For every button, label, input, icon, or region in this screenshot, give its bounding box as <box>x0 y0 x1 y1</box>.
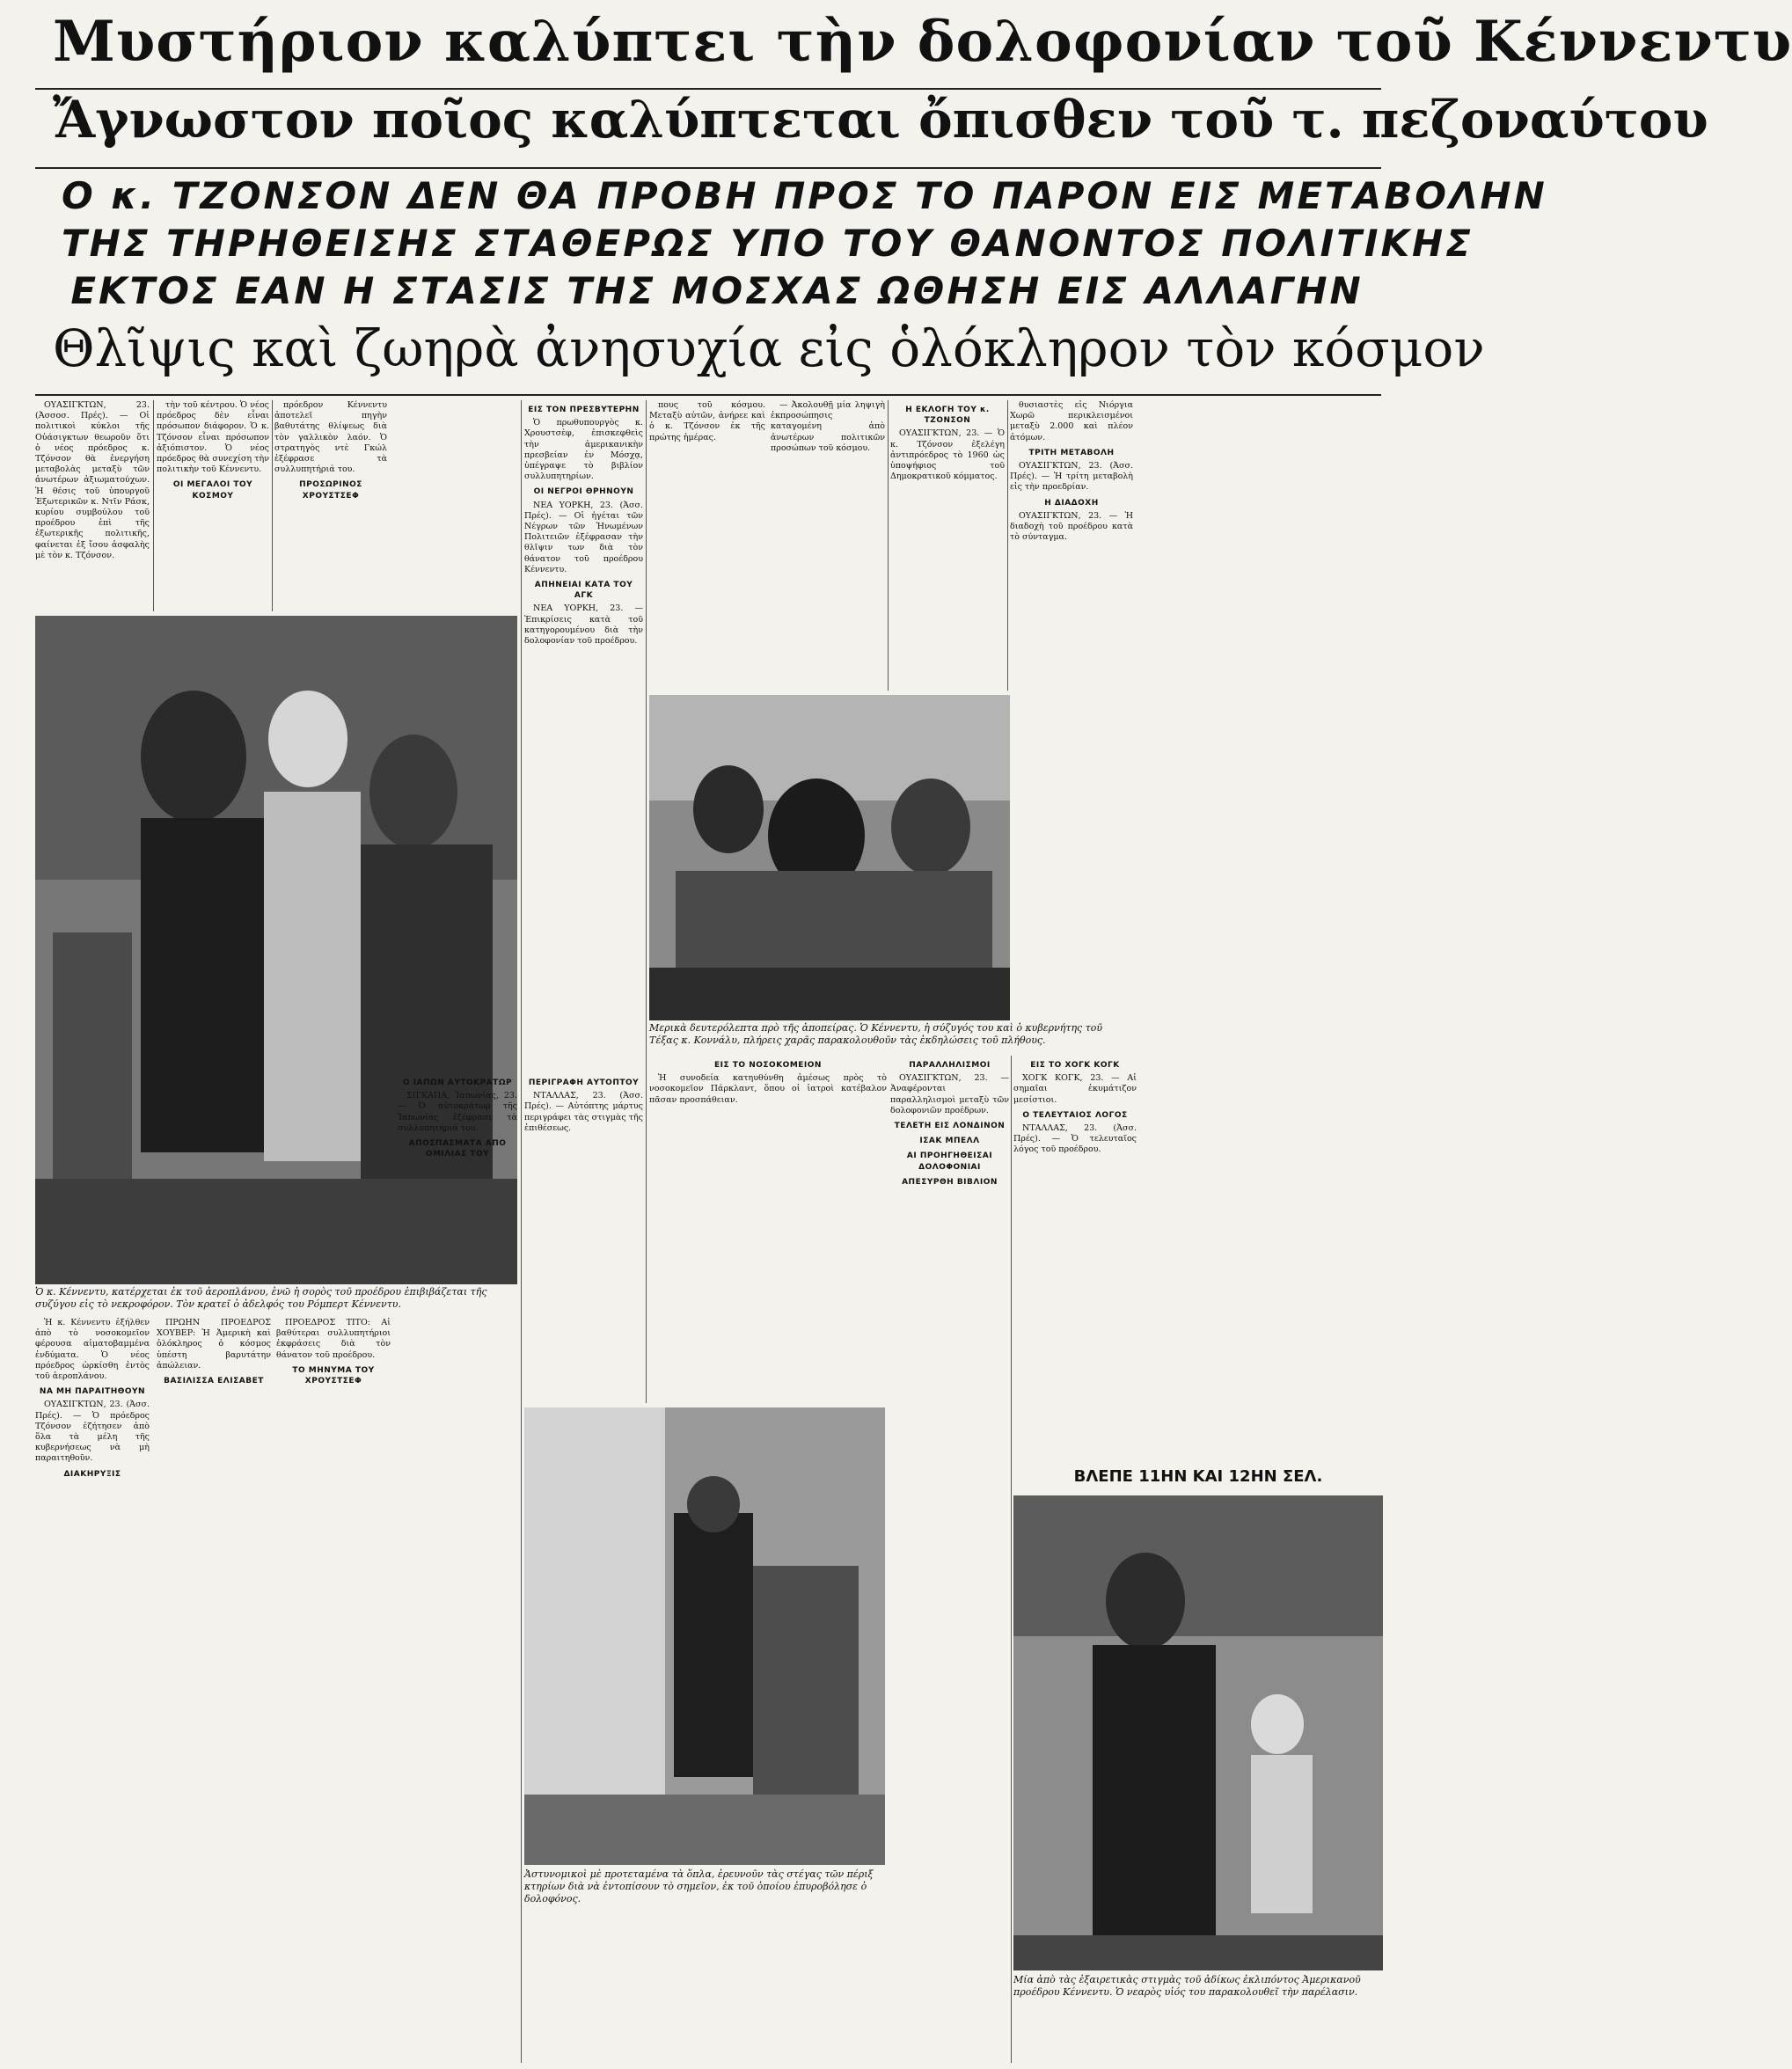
photo-caption: Ἀστυνομικοὶ μὲ προτεταμένα τὰ ὅπλα, ἐρευνοῦν τὰς στέγας τῶν πέριξ κτηρίων διὰ νὰ ἐντοπίσουν τὸ σημεῖον, ἐκ τοῦ ὁποίου ἐπυροβόλησε ὁ δολοφόνος. <box>524 1868 874 1905</box>
article-column-5: πους τοῦ κόσμου. Μεταξὺ αὐτῶν, ἀνήρεε καὶ ὁ κ. Τζόνσον ἐκ τῆς πρώτης ἡμέρας. <box>649 400 765 442</box>
section-heading: ΕΙΣ ΤΟ ΝΟΣΟΚΟΜΕΙΟΝ <box>714 1061 822 1070</box>
section-heading: ΕΙΣ ΤΟΝ ΠΡΕΣΒΥΤΕΡΗΝ <box>528 406 640 414</box>
article-column-lower-2: ΠΡΩΗΝ ΠΡΟΕΔΡΟΣ ΧΟΥΒΕΡ: Ἡ Ἀμερικὴ καὶ ὁλόκληρος ὁ κόσμος ὑπέστη βαρυτάτην ἀπώλειαν. ΒΑΣΙΛΙΣΣΑ ΕΛΙΣΑΒΕΤ <box>157 1318 271 1386</box>
section-heading: ΠΑΡΑΛΛΗΛΙΣΜΟΙ <box>909 1061 991 1070</box>
column-divider <box>153 400 154 611</box>
third-headline: Θλῖψις καὶ ζωηρὰ ἀνησυχία εἰς ὁλόκληρον τὸν κόσμον <box>53 318 1485 378</box>
column-divider <box>521 400 522 2063</box>
section-heading: ΤΡΙΤΗ ΜΕΤΑΒΟΛΗ <box>1028 448 1115 457</box>
article-column-2: τὴν τοῦ κέντρου. Ὁ νέος πρόεδρος δὲν εἶναι πρόσωπον διάφορον. Ὁ κ. Τζόνσον εἶναι πρόσωπον ἀξιόπιστον. Ὁ νέος πρόεδρος θὰ συνεχίση τὴν πολιτικὴν τοῦ Κέννεντυ. ΟΙ ΜΕΓΑΛΟΙ ΤΟΥ ΚΟΣΜΟΥ <box>157 400 269 501</box>
article-column-7: Η ΕΚΛΟΓΗ ΤΟΥ κ. ΤΖΟΝΣΟΝ ΟΥΑΣΙΓΚΤΩΝ, 23. — Ὁ κ. Τζόνσον ἐξελέγη ἀντιπρόεδρος τὸ 1960 ὡς ὑποψήφιος τοῦ Δημοκρατικοῦ κόμματος. <box>890 406 1005 482</box>
section-heading: ΑΙ ΠΡΟΗΓΗΘΕΙΣΑΙ ΔΟΛΟΦΟΝΙΑΙ <box>906 1151 993 1172</box>
article-column-3: πρόεδρον Κέννεντυ ἀποτελεῖ πηγὴν βαθυτάτης θλίψεως διὰ τὸν γαλλικὸν λαόν. Ὁ στρατηγὸς ντὲ Γκώλ ἐξέφρασε τὰ συλλυπητήριά του. ΠΡΟΣΩΡΙΝΟΣ ΧΡΟΥΣΤΣΕΦ <box>274 400 387 501</box>
column-divider <box>888 400 889 691</box>
article-column-4: ΕΙΣ ΤΟΝ ΠΡΕΣΒΥΤΕΡΗΝ Ὁ πρωθυπουργὸς κ. Χρουστσὲφ, ἐπισκεφθεὶς τὴν ἀμερικανικὴν πρεσβείαν ἐν Μόσχᾳ, ὑπέγραψε τὸ βιβλίον συλλυπητηρίων. ΟΙ ΝΕΓΡΟΙ ΘΡΗΝΟΥΝ ΝΕΑ ΥΟΡΚΗ, 23. (Ἀσσ. Πρές). — Οἱ ἡγέται τῶν Νέγρων τῶν Ἡνωμένων Πολιτειῶν ἐξέφρασαν τὴν θλῖψιν των διὰ τὸν θάνατον τοῦ προέδρου Κέννεντυ. ΑΠΗΝΕΙΑΙ ΚΑΤΑ ΤΟΥ ΑΓΚ ΝΕΑ ΥΟΡΚΗ, 23. — Ἐπικρίσεις κατὰ τοῦ κατηγορουμένου διὰ τὴν δολοφονίαν τοῦ προέδρου. <box>524 406 643 647</box>
section-heading: ΔΙΑΚΗΡΥΞΙΣ <box>63 1469 121 1479</box>
section-heading: Η ΕΚΛΟΓΗ ΤΟΥ κ. ΤΖΟΝΣΟΝ <box>905 406 990 426</box>
photo-caption: Ὁ κ. Κέννεντυ, κατέρχεται ἐκ τοῦ ἀεροπλάνου, ἐνῶ ἡ σορὸς τοῦ προέδρου ἐπιβιβάζεται τῆς συζύγου εἰς τὸ νεκροφόρον. Τὸν κρατεῖ ὁ ἀδελφός του Ρόμπερτ Κέννεντυ. <box>35 1286 487 1310</box>
photo-police-search <box>524 1407 885 1865</box>
section-heading: ΟΙ ΜΕΓΑΛΟΙ ΤΟΥ ΚΟΣΜΟΥ <box>172 480 253 501</box>
article-column-8: θυσιαστὲς εἰς Νιόργια Χωρῶ περικλεισμένοι μεταξὺ 2.000 καὶ πλέον ἀτόμων. ΤΡΙΤΗ ΜΕΤΑΒΟΛΗ ΟΥΑΣΙΓΚΤΩΝ, 23. (Ἀσσ. Πρές). — Ἡ τρίτη μεταβολὴ εἰς τὴν προεδρίαν. Η ΔΙΑΔΟΧΗ ΟΥΑΣΙΓΚΤΩΝ, 23. — Ἡ διαδοχὴ τοῦ προέδρου κατὰ τὸ σύνταγμα. <box>1010 400 1133 543</box>
section-heading: ΝΑ ΜΗ ΠΑΡΑΙΤΗΘΟΥΝ <box>39 1387 146 1397</box>
article-column-lower-5: ΠΕΡΙΓΡΑΦΗ ΑΥΤΟΠΤΟΥ ΝΤΑΛΛΑΣ, 23. (Ἀσσ. Πρές). — Αὐτόπτης μάρτυς περιγράφει τὰς στιγμὰς τῆς ἐπιθέσεως. <box>524 1078 643 1133</box>
section-heading: ΑΠΗΝΕΙΑΙ ΚΑΤΑ ΤΟΥ ΑΓΚ <box>534 581 633 601</box>
section-heading: ΟΙ ΝΕΓΡΟΙ ΘΡΗΝΟΥΝ <box>533 487 634 497</box>
photo-motorcade <box>649 695 1010 1020</box>
article-column-lower-3: ΠΡΟΕΔΡΟΣ ΤΙΤΟ: Αἱ βαθύτεραι συλλυπητήριοι ἐκφράσεις διὰ τὸν θάνατον τοῦ προέδρου. ΤΟ ΜΗΝΥΜΑ ΤΟΥ ΧΡΟΥΣΤΣΕΦ <box>276 1318 391 1386</box>
section-heading: ΤΟ ΜΗΝΥΜΑ ΤΟΥ ΧΡΟΥΣΤΣΕΦ <box>292 1365 375 1386</box>
main-headline: Μυστήριον καλύπτει τὴν δολοφονίαν τοῦ Κέννεντυ <box>53 9 1792 75</box>
article-column-lower-8: ΕΙΣ ΤΟ ΧΟΓΚ ΚΟΓΚ ΧΟΓΚ ΚΟΓΚ, 23. — Αἱ σημαῖαι ἐκυμάτιζον μεσίστιοι. Ο ΤΕΛΕΥΤΑΙΟΣ ΛΟΓΟΣ ΝΤΑΛΛΑΣ, 23. (Ἀσσ. Πρές). — Ὁ τελευταῖος λόγος τοῦ προέδρου. <box>1013 1061 1137 1155</box>
section-heading: ΒΑΣΙΛΙΣΣΑ ΕΛΙΣΑΒΕΤ <box>164 1377 264 1386</box>
second-headline: Ἄγνωστον ποῖος καλύπτεται ὄπισθεν τοῦ τ. πεζοναύτου <box>53 90 1708 150</box>
divider <box>35 394 1381 396</box>
photo-caption: Μερικὰ δευτερόλεπτα πρὸ τῆς ἀποπείρας. Ὁ Κέννεντυ, ἡ σύζυγός του καὶ ὁ κυβερνήτης τοῦ Τέξας κ. Κοννάλυ, πλήρεις χαρᾶς παρακολουθοῦν τὰς ἐκδηλώσεις τοῦ πλήθους. <box>649 1022 1103 1046</box>
subheadline-3: ΕΚΤΟΣ ΕΑΝ Η ΣΤΑΣΙΣ ΤΗΣ ΜΟΣΧΑΣ ΩΘΗΣΗ ΕΙΣ ΑΛΛΑΓΗΝ <box>70 269 1364 312</box>
subheadline-1: Ο κ. ΤΖΟΝΣΟΝ ΔΕΝ ΘΑ ΠΡΟΒΗ ΠΡΟΣ ΤΟ ΠΑΡΟΝ ΕΙΣ ΜΕΤΑΒΟΛΗΝ <box>62 174 1547 217</box>
article-column-lower-1: Ἡ κ. Κέννεντυ ἐξήλθεν ἀπὸ τὸ νοσοκομεῖον φέρουσα αἱματοβαμμένα ἐνδύματα. Ὁ νέος πρόεδρος ὡρκίσθη ἐντὸς τοῦ ἀεροπλάνου. ΝΑ ΜΗ ΠΑΡΑΙΤΗΘΟΥΝ ΟΥΑΣΙΓΚΤΩΝ, 23. (Ἀσσ. Πρές). — Ὁ πρόεδρος Τζόνσον ἐζήτησεν ἀπὸ ὅλα τὰ μέλη τῆς κυβερνήσεως νὰ μὴ παραιτηθοῦν. ΔΙΑΚΗΡΥΞΙΣ <box>35 1318 150 1479</box>
article-column-lower-4: Ο ΙΑΠΩΝ ΑΥΤΟΚΡΑΤΩΡ ΣΙΓΚΑΠΑ, Ἰαπωνίας, 23. — Ὁ αὐτοκράτωρ τῆς Ἰαπωνίας ἐξέφρασε τὰ συλλυπητήριά του. ΑΠΟΣΠΑΣΜΑΤΑ ΑΠΟ ΟΜΙΛΙΑΣ ΤΟΥ <box>398 1078 517 1159</box>
section-heading: ΑΠΕΣΥΡΘΗ ΒΙΒΛΙΟΝ <box>902 1177 998 1187</box>
section-heading: ΤΕΛΕΤΗ ΕΙΣ ΛΟΝΔΙΝΟΝ <box>894 1122 1006 1131</box>
column-divider <box>272 400 273 611</box>
article-column-6: — Ἀκολουθῇ μία ληψιγὴ ἐκπροσώπησις καταγομένη ἀπὸ ἀνωτέρων πολιτικῶν προσώπων τοῦ κόσμου. <box>771 400 885 453</box>
section-heading: Ο ΤΕΛΕΥΤΑΙΟΣ ΛΟΓΟΣ <box>1022 1110 1128 1120</box>
section-heading: Ο ΙΑΠΩΝ ΑΥΤΟΚΡΑΤΩΡ <box>402 1078 513 1087</box>
section-heading: ΕΙΣ ΤΟ ΧΟΓΚ ΚΟΓΚ <box>1030 1061 1120 1070</box>
section-heading: ΑΠΟΣΠΑΣΜΑΤΑ ΑΠΟ ΟΜΙΛΙΑΣ ΤΟΥ <box>408 1139 507 1159</box>
column-divider <box>1011 1056 1012 2063</box>
article-column-lower-7: ΠΑΡΑΛΛΗΛΙΣΜΟΙ ΟΥΑΣΙΓΚΤΩΝ, 23. — Ἀναφέρονται παραλληλισμοὶ μεταξὺ τῶν δολοφονιῶν προέδρων. ΤΕΛΕΤΗ ΕΙΣ ΛΟΝΔΙΝΟΝ ΙΣΑΚ ΜΠΕΛΛ ΑΙ ΠΡΟΗΓΗΘΕΙΣΑΙ ΔΟΛΟΦΟΝΙΑΙ ΑΠΕΣΥΡΘΗ ΒΙΒΛΙΟΝ <box>890 1061 1009 1187</box>
column-divider <box>1007 400 1008 691</box>
article-column-lower-6: ΕΙΣ ΤΟ ΝΟΣΟΚΟΜΕΙΟΝ Ἡ συνοδεία κατηυθύνθη ἀμέσως πρὸς τὸ νοσοκομεῖον Πάρκλαντ, ὅπου οἱ ἰατροὶ κατέβαλον πᾶσαν προσπάθειαν. <box>649 1061 887 1105</box>
see-pages-banner: ΒΛΕΠΕ 11ΗΝ ΚΑΙ 12ΗΝ ΣΕΛ. <box>1073 1467 1323 1486</box>
photo-caption: Μία ἀπὸ τὰς ἐξαιρετικὰς στιγμὰς τοῦ ἀδίκως ἐκλιπόντος Ἀμερικανοῦ προέδρου Κέννεντυ. Ὁ νεαρὸς υἱός του παρακολουθεῖ τὴν παρέλασιν. <box>1013 1974 1361 1998</box>
section-heading: Η ΔΙΑΔΟΧΗ <box>1044 498 1099 508</box>
article-column-1: ΟΥΑΣΙΓΚΤΩΝ, 23. (Ἀσσοσ. Πρές). — Οἱ πολιτικοὶ κύκλοι τῆς Οὐάσιγκτων θεωροῦν ὅτι ὁ νέος πρόεδρος κ. Τζόνσον θὰ ἐνεργήση μεταβολὰς μεταξὺ τῶν ἀνωτέρων ἀξιωματούχων. Ἡ θέσις τοῦ ὑπουργοῦ Ἐξωτερικῶν κ. Ντῖν Ράσκ, κυρίου συμβούλου τοῦ προέδρου ἐπὶ τῆς ἐξωτερικῆς πολιτικῆς, φαίνεται ἐξ ἴσου ἀσφαλὴς μὲ τὸν κ. Τζόνσον. <box>35 400 150 560</box>
divider <box>35 167 1381 169</box>
section-heading: ΙΣΑΚ ΜΠΕΛΛ <box>919 1137 980 1146</box>
subheadline-2: ΤΗΣ ΤΗΡΗΘΕΙΣΗΣ ΣΤΑΘΕΡΩΣ ΥΠΟ ΤΟΥ ΘΑΝΟΝΤΟΣ ΠΟΛΙΤΙΚΗΣ <box>62 222 1474 265</box>
column-divider <box>646 400 647 1403</box>
photo-navy-salute <box>1013 1495 1383 1970</box>
section-heading: ΠΕΡΙΓΡΑΦΗ ΑΥΤΟΠΤΟΥ <box>528 1078 640 1087</box>
section-heading: ΠΡΟΣΩΡΙΝΟΣ ΧΡΟΥΣΤΣΕΦ <box>299 480 362 501</box>
